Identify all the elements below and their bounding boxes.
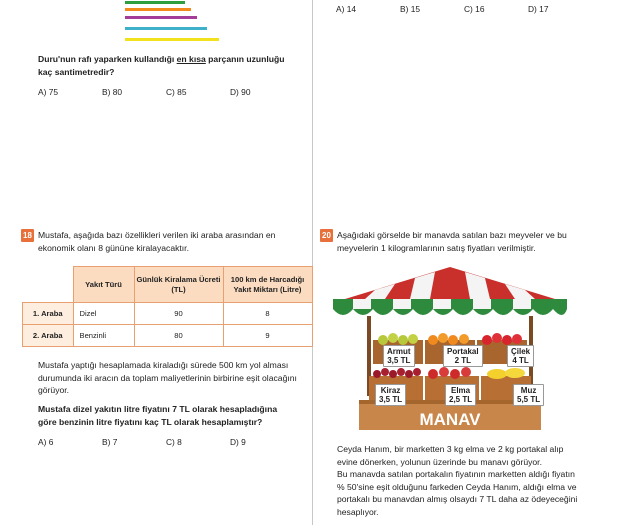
body-line: % 50'sine eşit olduğunu farkeden Ceyda Hanım, aldığı elma ve: [337, 481, 577, 492]
fuel-type-cell: Benzinli: [73, 325, 134, 347]
intro-line: meyvelerin 1 kilogramlarının satış fiyatları verilmiştir.: [337, 242, 536, 253]
question-line: göre benzinin litre fiyatını kaç TL olarak hesaplamıştır?: [38, 416, 263, 427]
option-d[interactable]: D) 90: [230, 87, 251, 97]
consumption-cell: 9: [223, 325, 312, 347]
price-tag-elma: [445, 384, 476, 406]
column-divider: [312, 0, 313, 525]
intro-line: Mustafa, aşağıda bazı özellikleri verilen iki araba arasından en: [38, 230, 276, 240]
stall-name: MANAV: [419, 410, 481, 429]
body-line: görüyor.: [38, 385, 70, 395]
fruit-price: 3,5 TL: [387, 356, 411, 365]
body-line: Ceyda Hanım, bir marketten 3 kg elma ve 2 kg portakal alıp: [337, 444, 564, 454]
question-number-badge: 20: [320, 229, 333, 242]
question-text: Duru'nun rafı yaparken kullandığı: [38, 54, 177, 64]
option-c[interactable]: C) 16: [464, 4, 485, 14]
table-row: [23, 303, 313, 325]
q18-intro: [38, 229, 275, 254]
fruit-price: 3,5 TL: [379, 395, 403, 404]
q18-body: [38, 359, 297, 397]
bar-green: [125, 1, 185, 4]
q18-answer-options: [38, 437, 294, 447]
option-c[interactable]: C) 85: [166, 87, 187, 97]
bar-purple: [125, 16, 197, 19]
row-label: 1. Araba: [23, 303, 74, 325]
body-line: hesaplıyor.: [337, 506, 379, 517]
fruit-name: Portakal: [447, 347, 479, 356]
body-line: evine dönerken, yolunun üzerinde bu manavı görüyor.: [337, 456, 542, 467]
price-tag-armut: [383, 345, 415, 367]
question-text-line2: kaç santimetredir?: [38, 66, 115, 77]
price-tag-portakal: [443, 345, 483, 367]
price-tag-kiraz: [375, 384, 406, 406]
option-d[interactable]: D) 17: [528, 4, 549, 14]
option-a[interactable]: A) 6: [38, 437, 54, 447]
shelf-question: [38, 53, 285, 78]
table-corner: [23, 267, 74, 303]
q20-intro: [337, 229, 567, 254]
question-text-after: parçanın uzunluğu: [205, 54, 285, 64]
body-line: Mustafa yaptığı hesaplamada kiraladığı sürede 500 km yol alması: [38, 360, 289, 370]
header-consumption: 100 km de Harcadığı Yakıt Miktarı (Litre): [223, 267, 312, 303]
question-line: Mustafa dizel yakıtın litre fiyatını 7 TL olarak hesapladığına: [38, 404, 278, 414]
price-tag-cilek: [507, 345, 534, 367]
fee-cell: 90: [134, 303, 223, 325]
fruit-name: Çilek: [511, 347, 531, 356]
question-emphasis: en kısa: [176, 54, 206, 64]
option-c[interactable]: C) 8: [166, 437, 182, 447]
fruit-price: 4 TL: [512, 356, 529, 365]
option-d[interactable]: D) 9: [230, 437, 246, 447]
price-tag-muz: [513, 384, 544, 406]
shelf-answer-options: [38, 87, 294, 97]
table-row: [23, 325, 313, 347]
bar-blue: [125, 27, 207, 30]
body-line: durumunda iki aracın da toplam maliyetlerinin birbirine eşit olacağını: [38, 372, 297, 383]
fruit-stall-illustration: [325, 264, 575, 439]
question-number-badge: 18: [21, 229, 34, 242]
fruit-price: 2,5 TL: [449, 395, 473, 404]
q18-question: [38, 403, 277, 428]
option-b[interactable]: B) 15: [400, 4, 421, 14]
option-b[interactable]: B) 7: [102, 437, 118, 447]
fruit-name: Elma: [451, 386, 471, 395]
bar-orange: [125, 8, 191, 11]
intro-line: Aşağıdaki görselde bir manavda satılan bazı meyveler ve bu: [337, 230, 567, 240]
prev-answer-options: [336, 4, 592, 14]
fruit-name: Armut: [387, 347, 411, 356]
bar-yellow: [125, 38, 219, 41]
fruit-name: Kiraz: [380, 386, 401, 395]
intro-line: ekonomik olanı 8 gününe kiralayacaktır.: [38, 242, 189, 253]
header-daily-fee: Günlük Kiralama Ücreti (TL): [134, 267, 223, 303]
body-line: portakalı bu manavdan almış olsaydı 7 TL daha az ödeyeceğini: [337, 494, 578, 504]
fuel-type-cell: Dizel: [73, 303, 134, 325]
header-fuel-type: Yakıt Türü: [73, 267, 134, 303]
fruit-price: 5,5 TL: [517, 395, 541, 404]
option-a[interactable]: A) 75: [38, 87, 59, 97]
option-a[interactable]: A) 14: [336, 4, 357, 14]
fruit-price: 2 TL: [454, 356, 472, 365]
body-line: Bu manavda satılan portakalın fiyatının marketten aldığı fiyatın: [337, 469, 575, 479]
consumption-cell: 8: [223, 303, 312, 325]
fruit-name: Muz: [520, 386, 537, 395]
option-b[interactable]: B) 80: [102, 87, 123, 97]
car-comparison-table: [22, 266, 313, 347]
fee-cell: 80: [134, 325, 223, 347]
row-label: 2. Araba: [23, 325, 74, 347]
q20-body: [337, 443, 577, 518]
